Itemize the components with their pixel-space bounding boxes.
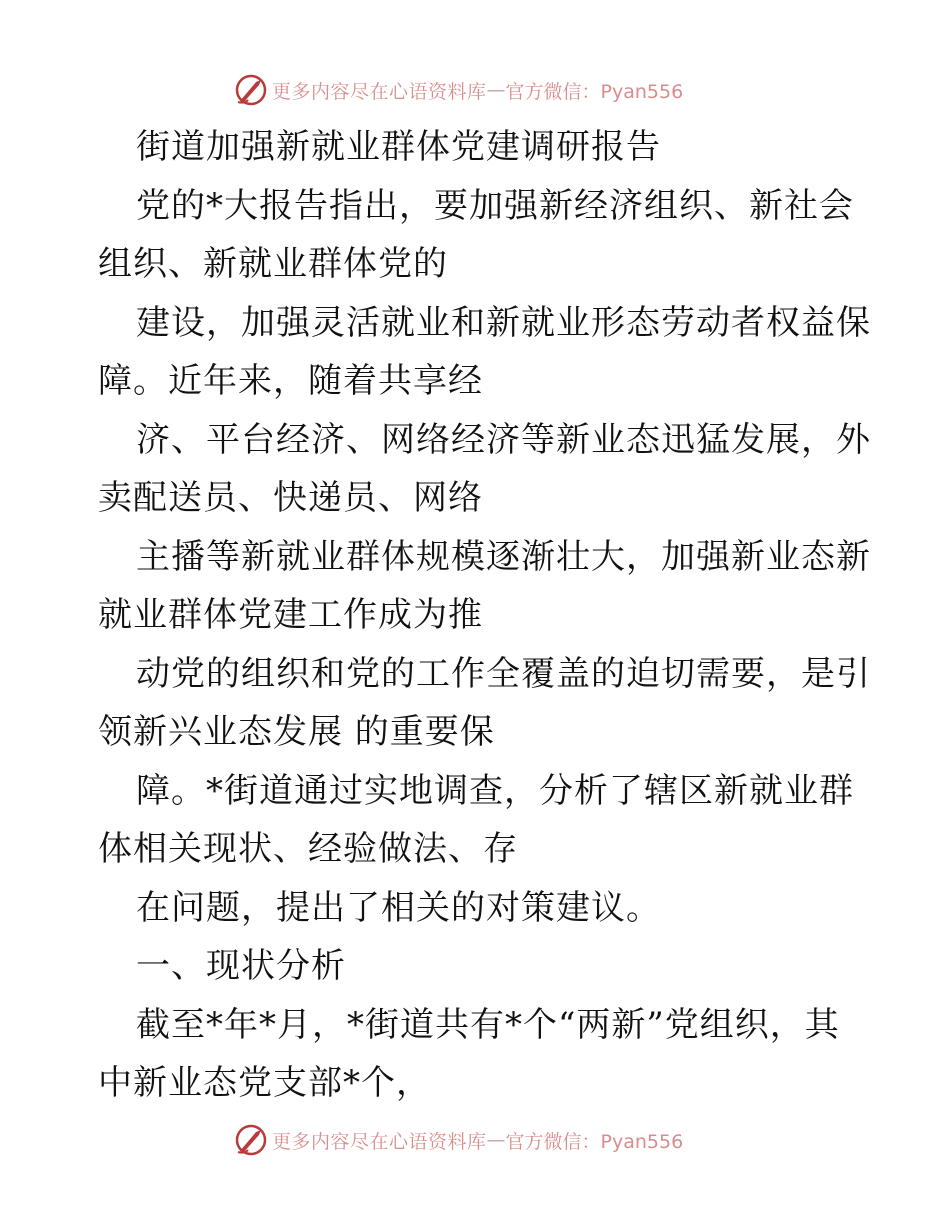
quill-pen-logo-icon bbox=[234, 1123, 268, 1157]
text-line: 就业群体党建工作成为推 bbox=[98, 595, 483, 635]
text-line: 济、平台经济、网络经济等新业态迅猛发展，外 bbox=[136, 419, 871, 460]
watermark-brand: 更多内容尽在心语资料库 bbox=[272, 1130, 487, 1153]
watermark-separator: — bbox=[486, 1129, 506, 1151]
text-line: 党的*大报告指出，要加强新经济组织、新社会 bbox=[136, 185, 854, 226]
text-line: 动党的组织和党的工作全覆盖的迫切需要，是引 bbox=[136, 653, 871, 694]
watermark-header bbox=[234, 72, 683, 108]
text-line: 体相关现状、经验做法、存 bbox=[98, 829, 518, 869]
document-body bbox=[98, 118, 871, 1113]
text-line: 障。*街道通过实地调查，分析了辖区新就业群 bbox=[136, 770, 854, 811]
text-line: 领新兴业态发展 的重要保 bbox=[98, 712, 495, 752]
text-line: 建设，加强灵活就业和新就业形态劳动者权益保 bbox=[136, 302, 871, 343]
text-line: 在问题，提出了相关的对策建议。 bbox=[136, 887, 661, 928]
watermark-footer bbox=[234, 1122, 683, 1158]
watermark-brand: 更多内容尽在心语资料库 bbox=[272, 80, 487, 103]
text-line: 障。近年来，随着共享经 bbox=[98, 361, 483, 401]
document-title: 街道加强新就业群体党建调研报告 bbox=[136, 127, 661, 167]
text-line: 组织、新就业群体党的 bbox=[98, 244, 448, 284]
text-line: 截至*年*月，*街道共有*个“两新”党组织，其 bbox=[136, 1004, 840, 1045]
watermark-separator: — bbox=[486, 79, 506, 101]
text-line: 中新业态党支部*个， bbox=[98, 1063, 431, 1103]
text-line: 卖配送员、快递员、网络 bbox=[98, 478, 483, 518]
section-heading: 一、现状分析 bbox=[136, 946, 346, 986]
watermark-contact: 官方微信：Pyan556 bbox=[505, 1130, 684, 1153]
watermark-contact: 官方微信：Pyan556 bbox=[505, 80, 684, 103]
text-line: 主播等新就业群体规模逐渐壮大，加强新业态新 bbox=[136, 536, 871, 577]
quill-pen-logo-icon bbox=[234, 73, 268, 107]
